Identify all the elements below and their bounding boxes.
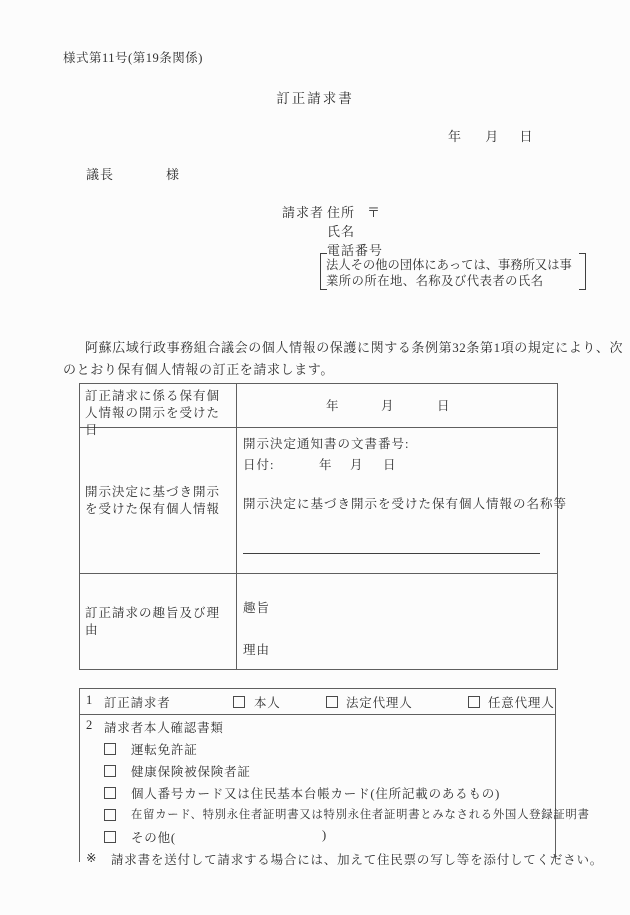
row-label-text: 開示決定に基づき開示を受けた保有個人情報	[85, 484, 221, 516]
item-my-number-card: 個人番号カード又は住民基本台帳カード(住所記載のあるもの)	[131, 787, 501, 801]
row-content	[237, 428, 568, 573]
doc-number-label: 開示決定通知書の文書番号:	[243, 437, 410, 451]
checkbox-other[interactable]	[104, 831, 116, 843]
requester-label: 請求者	[282, 205, 325, 220]
requester-type-label: 訂正請求者	[104, 696, 171, 710]
body-paragraph-line1: 阿蘇広域行政事務組合議会の個人情報の保護に関する条例第32条第1項の規定により、次	[85, 340, 624, 355]
date-label: 日付:	[243, 458, 275, 472]
addressee-title: 議長	[86, 167, 115, 182]
date-day-label: 日	[519, 129, 533, 144]
option-voluntary-representative-label: 任意代理人	[488, 696, 555, 710]
row-label	[80, 428, 237, 573]
date-day-label: 日	[383, 458, 397, 472]
item-number: 2	[86, 718, 94, 732]
item-other-suffix: )	[322, 828, 327, 842]
date-month-label: 月	[381, 399, 395, 413]
item-other-prefix: その他(	[131, 831, 176, 845]
date-line	[448, 126, 533, 145]
table-row-disclosed-info	[80, 428, 568, 574]
checkbox-health-insurance-card[interactable]	[104, 765, 116, 777]
bracket-right	[579, 253, 586, 290]
date-year-label: 年	[319, 458, 333, 472]
form-number: 様式第11号(第19条関係)	[63, 51, 203, 65]
item-health-insurance-card: 健康保険被保険者証	[131, 765, 251, 779]
table-row-purport-reason	[80, 574, 557, 669]
row-content	[237, 384, 557, 427]
row-label: 訂正請求に係る保有個人情報の開示を受けた日	[80, 384, 237, 427]
date-day-label: 日	[437, 399, 451, 413]
requester-phone-label: 電話番号	[327, 243, 384, 258]
postal-mark: 〒	[367, 205, 381, 220]
table-row-identity-documents	[80, 715, 604, 867]
main-table	[79, 383, 568, 670]
corporate-note-line2: 業所の所在地、名称及び代表者の氏名	[326, 274, 544, 288]
checkbox-drivers-license[interactable]	[104, 743, 116, 755]
checkbox-principal[interactable]	[233, 696, 245, 708]
addressee-honorific: 様	[166, 167, 180, 182]
checkbox-my-number-card[interactable]	[104, 787, 116, 799]
reason-label: 理由	[243, 643, 271, 657]
option-legal-representative-label: 法定代理人	[346, 696, 413, 710]
attachment-table	[79, 688, 604, 867]
item-number: 1	[86, 693, 94, 707]
requester-address-label: 住所	[327, 205, 356, 220]
date-month-label: 月	[485, 129, 499, 144]
table-row-disclosure-date	[80, 384, 557, 437]
corporate-note-line1: 法人その他の団体にあっては、事務所又は事	[326, 258, 572, 272]
checkbox-residence-card[interactable]	[104, 809, 116, 821]
date-year-label: 年	[448, 129, 462, 144]
purport-label: 趣旨	[243, 601, 271, 615]
option-principal-label: 本人	[254, 696, 281, 710]
mailing-note: 請求書を送付して請求する場合には、加えて住民票の写し等を添付してください。	[111, 853, 604, 867]
identity-documents-label: 請求者本人確認書類	[104, 721, 224, 735]
row-label	[80, 574, 237, 669]
date-month-label: 月	[350, 458, 364, 472]
row-label-text: 訂正請求の趣旨及び理由	[85, 605, 221, 637]
row-content	[237, 574, 557, 669]
checkbox-voluntary-representative[interactable]	[468, 696, 480, 708]
note-marker: ※	[86, 851, 98, 865]
body-paragraph-line2: のとおり保有個人情報の訂正を請求します。	[63, 362, 334, 377]
item-drivers-license: 運転免許証	[131, 743, 198, 757]
document-title: 訂正請求書	[276, 91, 354, 106]
info-name-caption: 開示決定に基づき開示を受けた保有個人情報の名称等	[243, 497, 568, 511]
requester-name-label: 氏名	[327, 224, 356, 239]
fill-in-line	[243, 553, 540, 554]
date-year-label: 年	[326, 399, 340, 413]
checkbox-legal-representative[interactable]	[326, 696, 338, 708]
table-row-requester-type	[80, 689, 555, 715]
item-residence-card: 在留カード、特別永住者証明書又は特別永住者証明書とみなされる外国人登録証明書	[131, 809, 590, 821]
